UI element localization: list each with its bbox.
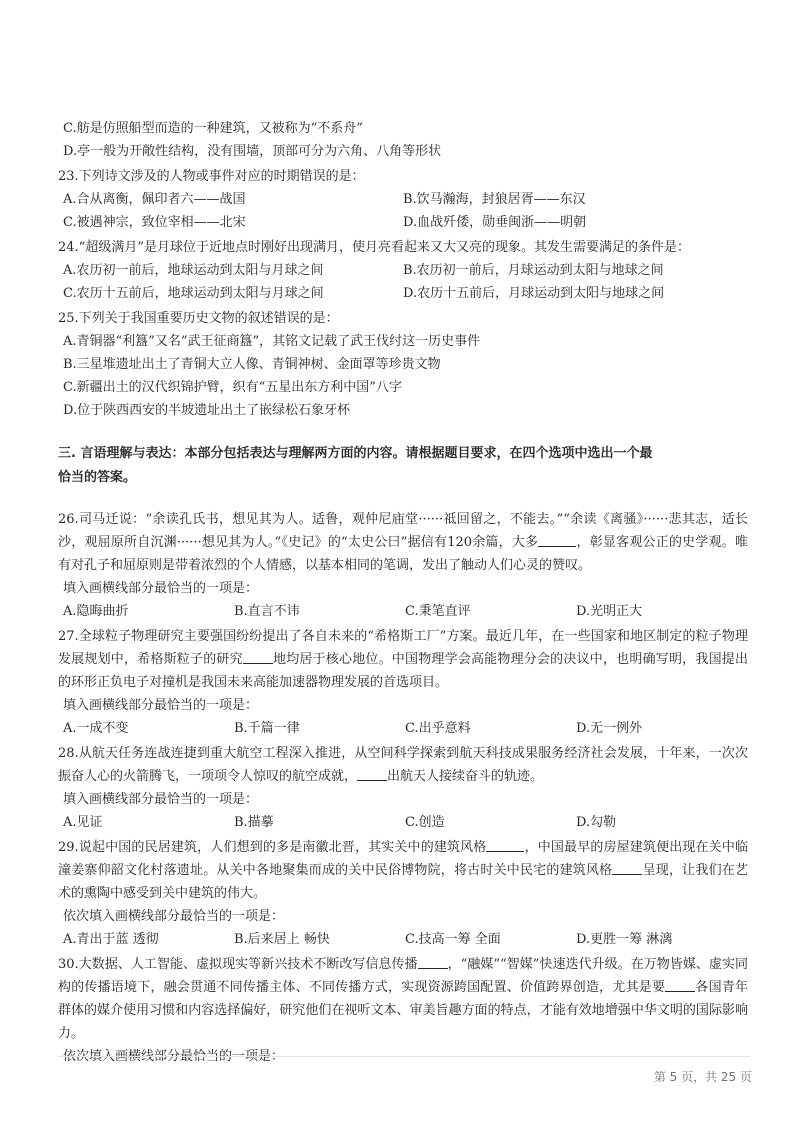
- question-26: [58, 508, 748, 623]
- q28-option-b: B.描摹: [234, 815, 274, 830]
- q23-options-row1: [58, 188, 748, 211]
- q26-stem: [58, 508, 748, 577]
- page-number: 第 5 页，共 25 页: [653, 1070, 752, 1084]
- q27-option-a: A.一成不变: [63, 721, 129, 736]
- q24-option-c: C.农历十五前后，地球运动到太阳与月球之间: [63, 286, 324, 301]
- q26-options: [58, 600, 748, 623]
- q26-option-b: B.直言不讳: [234, 604, 300, 619]
- q27-option-b: B.千篇一律: [234, 721, 300, 736]
- q24-option-d: D.农历十五前后，月球运动到太阳与地球之间: [403, 286, 665, 301]
- q23-option-a: A.合从离衡，佩印者六——战国: [63, 192, 246, 207]
- q30-stem-pre: 30.大数据、人工智能、虚拟现实等新兴技术不断改写信息传播: [58, 957, 418, 972]
- q27-options: [58, 717, 748, 740]
- question-28: [58, 742, 748, 834]
- q27-blank: [243, 649, 273, 664]
- q29-option-b: B.后来居上 畅快: [234, 932, 330, 947]
- q30-stem-mid: ，“融媒”“智媒”快速迭代升级。在万物皆媒、虚实同构的传播语境下，融会贯通不同传播主体、不同传播方式，实现资源跨国配置、价值跨界创造，尤其是要: [58, 957, 748, 995]
- q29-option-c: C.技高一筹 全面: [405, 932, 501, 947]
- question-30: [58, 953, 748, 1068]
- q27-option-d: D.无一例外: [576, 721, 643, 736]
- q27-stem-post: 地均居于核心地位。中国物理学会高能物理分会的决议中，也明确写明，我国提出的环形正负电子对撞机是我国未来高能加速器物理发展的首选项目。: [58, 652, 748, 690]
- q28-options: [58, 811, 748, 834]
- q22-option-c: C.舫是仿照船型而造的一种建筑，又被称为“不系舟”: [63, 121, 363, 136]
- question-23: [58, 165, 748, 234]
- q28-stem-pre: 28.从航天任务连战连捷到重大航空工程深入推进，从空间科学探索到航天科技成果服务经济社会发展，十年来，一次次振奋人心的火箭腾飞，一项项令人惊叹的航空成就，: [58, 746, 748, 784]
- question-29: [58, 836, 748, 951]
- q30-stem: [58, 953, 748, 1045]
- q29-option-a: A.青出于蓝 透彻: [63, 932, 159, 947]
- q30-stem-post: 各国青年群体的媒介使用习惯和内容选择偏好，研究他们在视听文本、审美旨趣方面的特点，才能有效地增强中华文明的国际影响力。: [58, 980, 748, 1041]
- q23-options-row2: [58, 211, 748, 234]
- q24-option-a: A.农历初一前后，地球运动到太阳与月球之间: [63, 263, 324, 278]
- q29-stem-mid: ，中国最早的房屋建筑便出现在关中临潼姜寨仰韶文化村落遗址。从关中各地聚集而成的关中民俗博物院，将古时关中民宅的建筑风格: [58, 840, 748, 878]
- q25-option-a: A.青铜器“利簋”又名“武王征商簋”，其铭文记载了武王伐纣这一历史事件: [63, 334, 481, 349]
- section-3-line2: 恰当的答案。: [58, 470, 137, 485]
- q23-option-c: C.被遇神宗，致位宰相——北宋: [63, 215, 246, 230]
- q28-option-c: C.创造: [405, 815, 445, 830]
- q24-stem: 24.“超级满月”是月球位于近地点时刚好出现满月，使月亮看起来又大又亮的现象。其发生需要满足的条件是：: [58, 240, 690, 255]
- q28-stem: [58, 742, 748, 788]
- q26-option-a: A.隐晦曲折: [63, 604, 129, 619]
- q23-stem: 23.下列诗文涉及的人物或事件对应的时期错误的是：: [58, 169, 365, 184]
- q24-options-row2: [58, 282, 748, 305]
- q25-option-d: D.位于陕西西安的半坡遗址出土了嵌绿松石象牙杯: [63, 403, 351, 418]
- q29-stem-post: 呈现，让我们在艺术的熏陶中感受到关中建筑的伟大。: [58, 863, 748, 901]
- question-24: [58, 236, 748, 305]
- q24-options-row1: [58, 259, 748, 282]
- q27-stem-pre: 27.全球粒子物理研究主要强国纷纷提出了各自未来的“希格斯工厂”方案。最近几年，在一些国家和地区制定的粒子物理发展规划中，希格斯粒子的研究: [58, 629, 748, 667]
- q26-option-c: C.秉笔直评: [405, 604, 471, 619]
- section-3-line1: 三. 言语理解与表达：本部分包括表达与理解两方面的内容。请根据题目要求，在四个选项中选出一个最: [58, 446, 653, 461]
- q28-stem-post: 出航天人接续奋斗的轨迹。: [387, 769, 544, 784]
- q27-stem: [58, 625, 748, 694]
- q29-stem: [58, 836, 748, 905]
- q26-stem-post: ，彰显客观公正的史学观。唯有对孔子和屈原则是带着浓烈的个人情感，以基本相同的笔调，发出了触动人们心灵的赞叹。: [58, 535, 748, 573]
- q30-prompt: 依次填入画横线部分最恰当的一项是：: [63, 1049, 285, 1064]
- q28-blank: [357, 766, 387, 781]
- section-3-heading: [58, 442, 748, 490]
- q24-option-b: B.农历初一前后，月球运动到太阳与地球之间: [403, 263, 664, 278]
- q29-options: [58, 928, 748, 951]
- q30-blank-2: [665, 977, 695, 992]
- q29-blank-1: [486, 837, 524, 852]
- q25-stem: 25.下列关于我国重要历史文物的叙述错误的是：: [58, 311, 339, 326]
- q28-prompt: 填入画横线部分最恰当的一项是：: [63, 792, 259, 807]
- q22-option-d: D.亭一般为开敞性结构，没有围墙，顶部可分为六角、八角等形状: [63, 144, 442, 159]
- q26-prompt: 填入画横线部分最恰当的一项是：: [63, 581, 259, 596]
- q29-option-d: D.更胜一筹 淋漓: [576, 932, 673, 947]
- page-content: [58, 117, 748, 1068]
- q28-option-a: A.见证: [63, 815, 103, 830]
- footer-divider: [58, 1056, 750, 1057]
- q26-option-d: D.光明正大: [576, 604, 643, 619]
- q26-stem-pre: 26.司马迁说：“余读孔氏书，想见其为人。适鲁，观仲尼庙堂······祗回留之，不能去。”“余读《离骚》······悲其志，适长沙，观屈原所自沉渊······想见其为人。”《史记》的“太史公曰”据信有120余篇，大多: [58, 512, 748, 550]
- q30-blank-1: [418, 954, 448, 969]
- q23-option-d: D.血战歼倭，勋垂闽浙——明朝: [403, 215, 587, 230]
- q23-option-b: B.饮马瀚海，封狼居胥——东汉: [403, 192, 586, 207]
- q28-option-d: D.勾勒: [576, 815, 617, 830]
- q25-option-b: B.三星堆遗址出土了青铜大立人像、青铜神树、金面罩等珍贵文物: [63, 357, 441, 372]
- q29-stem-pre: 29.说起中国的民居建筑，人们想到的多是南徽北晋，其实关中的建筑风格: [58, 840, 487, 855]
- question-25: [58, 307, 748, 422]
- q25-option-c: C.新疆出土的汉代织锦护臂，织有“五星出东方利中国”八字: [63, 380, 402, 395]
- q29-prompt: 依次填入画横线部分最恰当的一项是：: [63, 909, 285, 924]
- q26-blank: [538, 532, 576, 547]
- q27-option-c: C.出乎意料: [405, 721, 471, 736]
- question-27: [58, 625, 748, 740]
- q27-prompt: 填入画横线部分最恰当的一项是：: [63, 698, 259, 713]
- q29-blank-2: [612, 860, 642, 875]
